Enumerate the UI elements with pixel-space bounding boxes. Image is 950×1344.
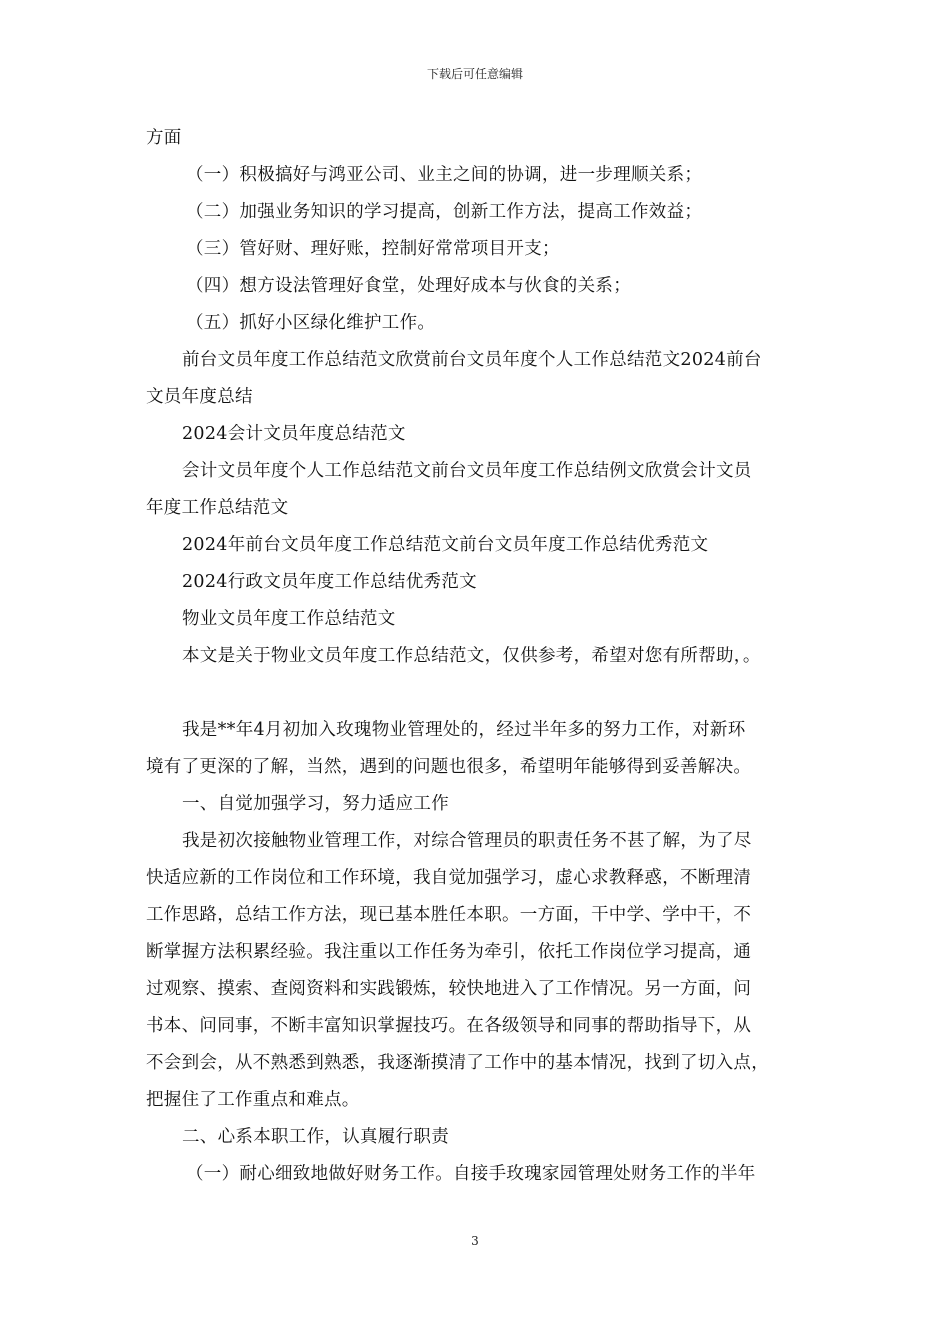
- text-line: 快适应新的工作岗位和工作环境，我自觉加强学习，虚心求教释惑，不断理清: [146, 868, 752, 888]
- text-line: 境有了更深的了解，当然，遇到的问题也很多，希望明年能够得到妥善解决。: [146, 757, 752, 777]
- document-body: [146, 120, 826, 1193]
- text-line: 2024行政文员年度工作总结优秀范文: [182, 572, 477, 592]
- text-line: 书本、问同事，不断丰富知识掌握技巧。在各级领导和同事的帮助指导下，从: [146, 1016, 752, 1036]
- text-line: 前台文员年度工作总结范文欣赏前台文员年度个人工作总结范文2024前台: [182, 350, 762, 370]
- section-heading: 二、心系本职工作，认真履行职责: [182, 1127, 449, 1147]
- text-line: 我是初次接触物业管理工作，对综合管理员的职责任务不甚了解，为了尽: [182, 831, 752, 851]
- text-line: 物业文员年度工作总结范文: [182, 609, 396, 629]
- list-item: （二）加强业务知识的学习提高，创新工作方法，提高工作效益；: [186, 202, 703, 222]
- list-item: （四）想方设法管理好食堂，处理好成本与伙食的关系；: [186, 276, 631, 296]
- list-item: （五）抓好小区绿化维护工作。: [186, 313, 436, 333]
- list-item: （一）积极搞好与鸿亚公司、业主之间的协调，进一步理顺关系；: [186, 165, 703, 185]
- text-line: 不会到会，从不熟悉到熟悉，我逐渐摸清了工作中的基本情况，找到了切入点，: [146, 1053, 769, 1073]
- text-line: 2024会计文员年度总结范文: [182, 424, 406, 444]
- text-line: 2024年前台文员年度工作总结范文前台文员年度工作总结优秀范文: [182, 535, 709, 555]
- text-line: 我是**年4月初加入玫瑰物业管理处的，经过半年多的努力工作，对新环: [182, 720, 746, 740]
- text-line: 会计文员年度个人工作总结范文前台文员年度工作总结例文欣赏会计文员: [182, 461, 752, 481]
- text-line: 工作思路，总结工作方法，现已基本胜任本职。一方面，干中学、学中干，不: [146, 905, 752, 925]
- list-item: （三）管好财、理好账，控制好常常项目开支；: [186, 239, 560, 259]
- page-number: 3: [471, 1234, 479, 1248]
- page-header: 下载后可任意编辑: [426, 67, 523, 81]
- paragraph-gap: [146, 675, 826, 712]
- text-line: 过观察、摸索、查阅资料和实践锻炼，较快地进入了工作情况。另一方面，问: [146, 979, 752, 999]
- text-line: 文员年度总结: [146, 387, 253, 407]
- section-heading: 一、自觉加强学习，努力适应工作: [182, 794, 449, 814]
- list-item: （一）耐心细致地做好财务工作。自接手玫瑰家园管理处财务工作的半年: [186, 1164, 756, 1184]
- text-line: 把握住了工作重点和难点。: [146, 1090, 360, 1110]
- text-line: 本文是关于物业文员年度工作总结范文，仅供参考，希望对您有所帮助，。: [182, 646, 761, 666]
- text-line: 年度工作总结范文: [146, 498, 289, 518]
- text-line: 方面: [146, 128, 182, 148]
- text-line: 断掌握方法积累经验。我注重以工作任务为牵引，依托工作岗位学习提高，通: [146, 942, 752, 962]
